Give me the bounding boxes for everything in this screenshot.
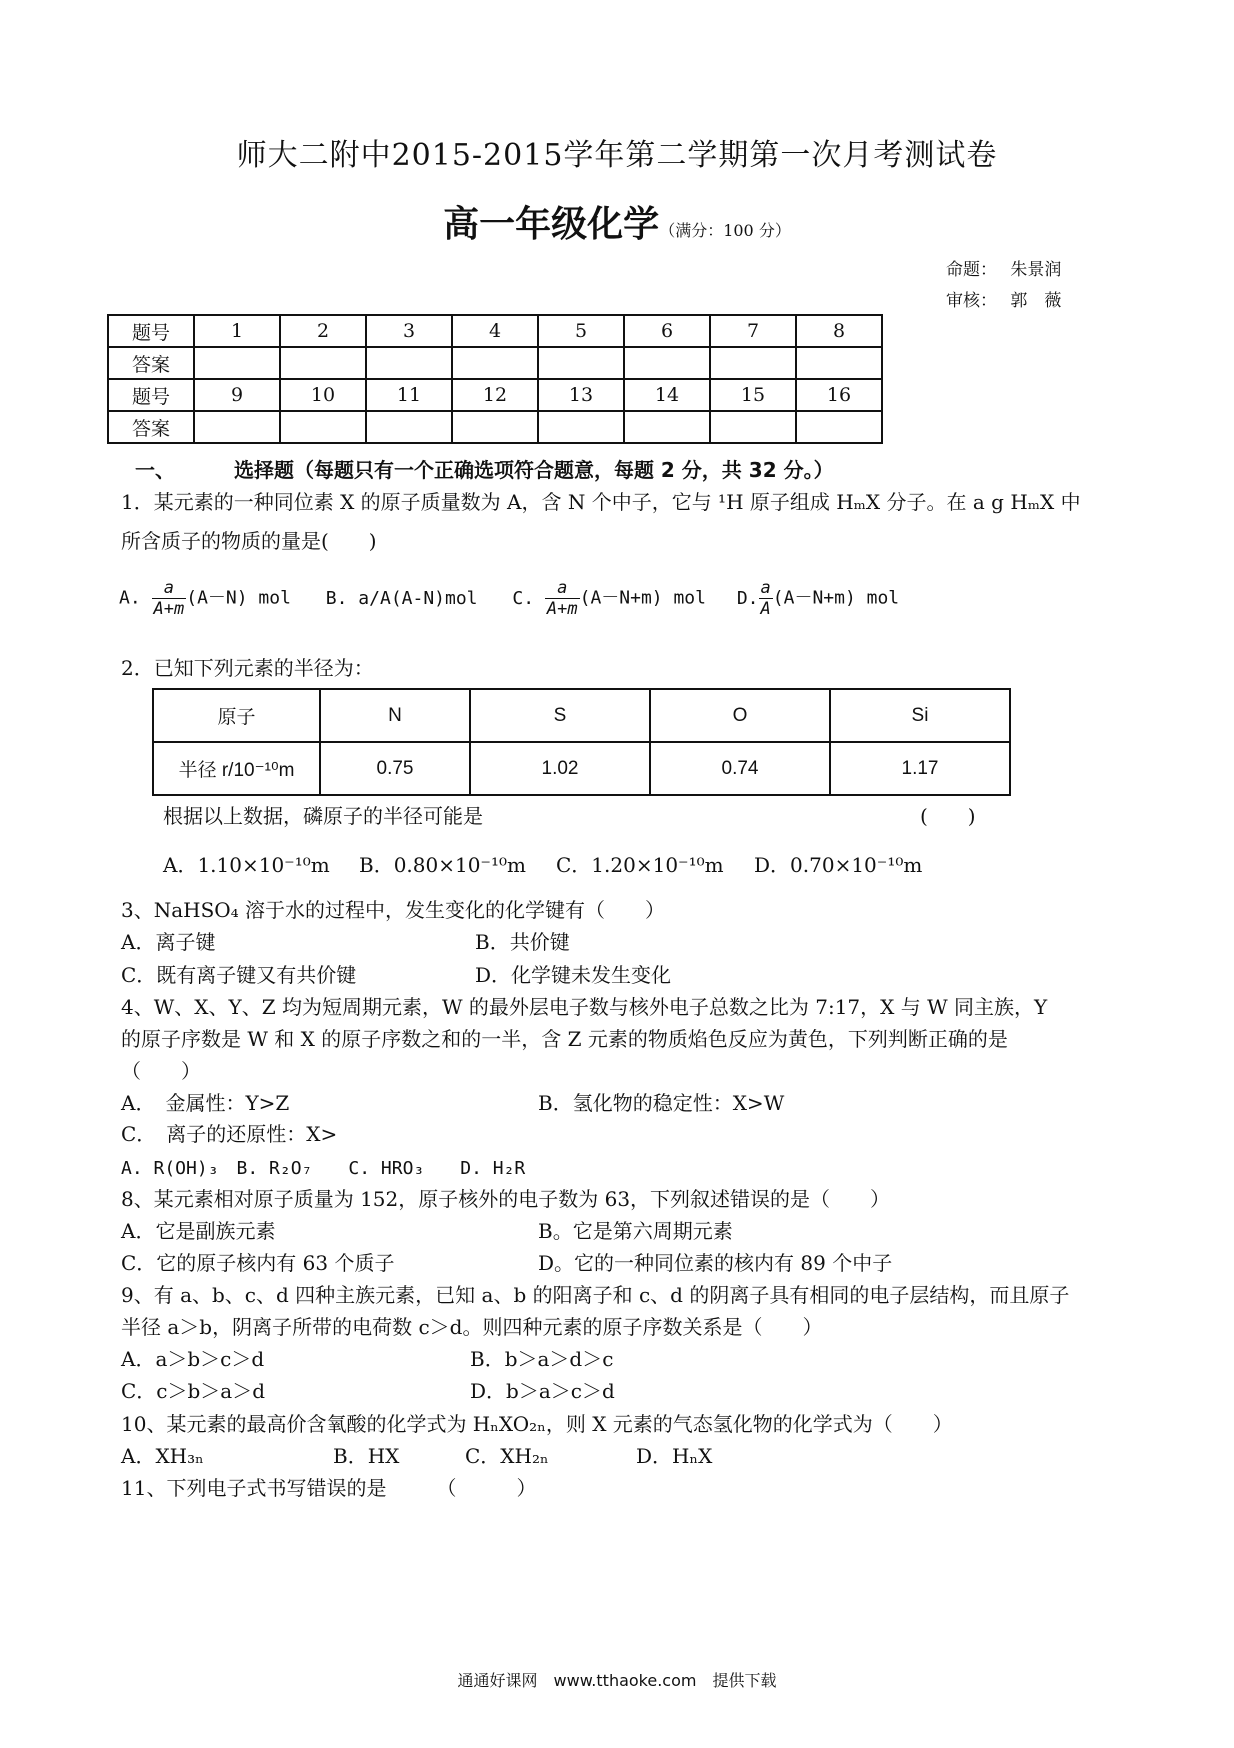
exam-title: 师大二附中2015-2015学年第二学期第一次月考测试卷 — [236, 138, 998, 173]
answer-cell[interactable] — [710, 347, 796, 379]
reviewer-name: 郭 薇 — [1010, 291, 1062, 311]
q4-option-a: A． 金属性：Y>Z — [121, 1091, 290, 1115]
question-number-cell: 5 — [538, 315, 624, 347]
q1-option-a-fraction — [152, 578, 187, 619]
setter-line — [946, 255, 1061, 280]
full-score: （满分：100 分） — [659, 221, 791, 240]
q1-option-d-tail: (A－N+m) mol — [772, 587, 900, 609]
answer-cell[interactable] — [624, 411, 710, 443]
q10-option-a: A．XH₃ₙ — [121, 1444, 204, 1468]
table-row — [153, 742, 1010, 795]
question-number-cell: 3 — [366, 315, 452, 347]
q1-option-b: B. a/A(A-N)mol — [325, 587, 478, 609]
q9-stem-line2: 半径 a＞b，阴离子所带的电荷数 c＞d。则四种元素的原子序数关系是（ ） — [121, 1315, 823, 1339]
q2-option-b: B．0.80×10⁻¹⁰m — [359, 853, 526, 877]
q9-option-c: C．c＞b＞a＞d — [121, 1379, 266, 1403]
q8-stem: 8、某元素相对原子质量为 152，原子核外的电子数为 63，下列叙述错误的是（ ） — [121, 1187, 891, 1211]
q2-answer-bracket: ( ) — [920, 804, 976, 828]
fraction-denominator: A+m — [546, 599, 578, 619]
q8-option-b: B。它是第六周期元素 — [538, 1219, 733, 1243]
q1-stem-line1: 1．某元素的一种同位素 X 的原子质量数为 A，含 N 个中子，它与 ¹H 原子组成 HₘX 分子。在 a g HₘX 中 — [121, 490, 1081, 514]
q10-option-d: D．HₙX — [636, 1444, 713, 1468]
table-header-cell: N — [320, 689, 470, 742]
answer-cell[interactable] — [796, 411, 882, 443]
question-number-cell: 4 — [452, 315, 538, 347]
question-number-cell: 6 — [624, 315, 710, 347]
answer-cell[interactable] — [796, 347, 882, 379]
q3-option-b: B．共价键 — [475, 930, 570, 954]
q9-stem-line1: 9、有 a、b、c、d 四种主族元素，已知 a、b 的阳离子和 c、d 的阴离子具有相同的电子层结构，而且原子 — [121, 1283, 1070, 1307]
q2-question: 根据以上数据，磷原子的半径可能是 — [163, 804, 483, 828]
section-heading — [135, 454, 834, 483]
answer-cell[interactable] — [280, 411, 366, 443]
question-number-cell: 7 — [710, 315, 796, 347]
q9-option-d: D．b＞a＞c＞d — [470, 1379, 615, 1403]
fraction-numerator: a — [152, 578, 187, 599]
reviewer-line — [946, 286, 1061, 311]
table-header-cell: Si — [830, 689, 1010, 742]
table-cell: 1.17 — [830, 742, 1010, 795]
q3-option-a: A．离子键 — [121, 930, 216, 954]
answer-cell[interactable] — [366, 347, 452, 379]
fraction-denominator: A+m — [153, 599, 185, 619]
radius-table — [152, 688, 1011, 796]
setter-name: 朱景润 — [1010, 260, 1062, 280]
subject-title: 高一年级化学 — [443, 204, 660, 245]
fraction-denominator: A — [760, 599, 771, 619]
q1-option-c-label: C. — [512, 587, 535, 609]
q2-stem: 2．已知下列元素的半径为： — [121, 656, 374, 680]
q4-stem-line2: 的原子序数是 W 和 X 的原子序数之和的一半，含 Z 元素的物质焰色反应为黄色，下列判断正确的是 — [121, 1027, 1008, 1051]
q1-option-d-fraction — [759, 578, 773, 619]
reviewer-label: 审核： — [946, 291, 997, 311]
q9-option-a: A．a＞b＞c＞d — [121, 1347, 265, 1371]
q4-option-c: C． 离子的还原性：X> — [121, 1122, 338, 1146]
q3-option-c: C．既有离子键又有共价键 — [121, 963, 357, 987]
question-number-cell: 15 — [710, 379, 796, 411]
q1-options — [119, 578, 899, 619]
table-header-cell: S — [470, 689, 650, 742]
answer-cell[interactable] — [710, 411, 796, 443]
question-number-label: 题号 — [108, 315, 194, 347]
q1-stem-line2: 所含质子的物质的量是( ) — [121, 529, 377, 553]
q4-option-b: B．氢化物的稳定性：X>W — [538, 1091, 785, 1115]
question-number-cell: 11 — [366, 379, 452, 411]
table-cell: 0.74 — [650, 742, 830, 795]
answer-cell[interactable] — [624, 347, 710, 379]
answer-sheet-table — [107, 314, 883, 444]
q3-option-d: D．化学键未发生变化 — [475, 963, 672, 987]
question-number-cell: 16 — [796, 379, 882, 411]
q1-option-c-tail: (A－N+m) mol — [579, 587, 706, 609]
table-header-cell: 原子 — [153, 689, 320, 742]
q2-option-d: D．0.70×10⁻¹⁰m — [754, 853, 923, 877]
q10-option-c: C．XH₂ₙ — [465, 1444, 549, 1468]
q4-formula-options: A. R(OH)₃ B. R₂O₇ C. HRO₃ D. H₂R — [121, 1158, 526, 1179]
table-header-cell: O — [650, 689, 830, 742]
q11-stem: 11、下列电子式书写错误的是 （ ） — [121, 1476, 537, 1500]
q2-option-c: C．1.20×10⁻¹⁰m — [556, 853, 724, 877]
q9-option-b: B．b＞a＞d＞c — [470, 1347, 614, 1371]
answer-label: 答案 — [108, 347, 194, 379]
table-row — [108, 379, 882, 411]
question-number-label: 题号 — [108, 379, 194, 411]
q1-option-d-label: D. — [736, 587, 759, 609]
q1-option-a-tail: (A－N) mol — [186, 587, 291, 609]
setter-label: 命题： — [946, 260, 997, 280]
q8-option-a: A．它是副族元素 — [121, 1219, 276, 1243]
q10-option-b: B．HX — [333, 1444, 400, 1468]
q8-option-c: C．它的原子核内有 63 个质子 — [121, 1251, 395, 1275]
answer-cell[interactable] — [452, 347, 538, 379]
answer-label: 答案 — [108, 411, 194, 443]
answer-cell[interactable] — [194, 347, 280, 379]
question-number-cell: 8 — [796, 315, 882, 347]
q3-stem: 3、NaHSO₄ 溶于水的过程中，发生变化的化学键有（ ） — [121, 898, 666, 922]
question-number-cell: 13 — [538, 379, 624, 411]
table-cell: 1.02 — [470, 742, 650, 795]
question-number-cell: 14 — [624, 379, 710, 411]
exam-subtitle — [0, 196, 1234, 247]
q4-stem-line3: （ ） — [121, 1059, 201, 1083]
table-cell: 0.75 — [320, 742, 470, 795]
section-title: 选择题（每题只有一个正确选项符合题意，每题 2 分，共 32 分。） — [233, 458, 834, 482]
section-index: 一、 — [135, 458, 175, 482]
question-number-cell: 10 — [280, 379, 366, 411]
question-number-cell: 1 — [194, 315, 280, 347]
table-row — [108, 347, 882, 379]
answer-cell[interactable] — [366, 411, 452, 443]
q4-stem-line1: 4、W、X、Y、Z 均为短周期元素，W 的最外层电子数与核外电子总数之比为 7:17，X 与 W 同主族，Y — [121, 995, 1048, 1019]
table-row — [108, 315, 882, 347]
table-row — [153, 689, 1010, 742]
answer-cell[interactable] — [194, 411, 280, 443]
q8-option-d: D。它的一种同位素的核内有 89 个中子 — [538, 1251, 893, 1275]
answer-cell[interactable] — [538, 411, 624, 443]
q2-option-a: A．1.10×10⁻¹⁰m — [163, 853, 330, 877]
answer-cell[interactable] — [280, 347, 366, 379]
question-number-cell: 2 — [280, 315, 366, 347]
fraction-numerator: a — [760, 578, 771, 598]
fraction-numerator: a — [545, 578, 580, 599]
q10-stem: 10、某元素的最高价含氧酸的化学式为 HₙXO₂ₙ，则 X 元素的气态氢化物的化学式为（ ） — [121, 1412, 953, 1436]
q1-option-c-fraction — [545, 578, 580, 619]
question-number-cell: 9 — [194, 379, 280, 411]
q1-option-a-label: A. — [119, 587, 141, 609]
answer-cell[interactable] — [452, 411, 538, 443]
table-row-label: 半径 r/10⁻¹⁰m — [153, 742, 320, 795]
answer-cell[interactable] — [538, 347, 624, 379]
page-footer: 通通好课网 www.tthaoke.com 提供下载 — [457, 1671, 777, 1690]
table-row — [108, 411, 882, 443]
question-number-cell: 12 — [452, 379, 538, 411]
